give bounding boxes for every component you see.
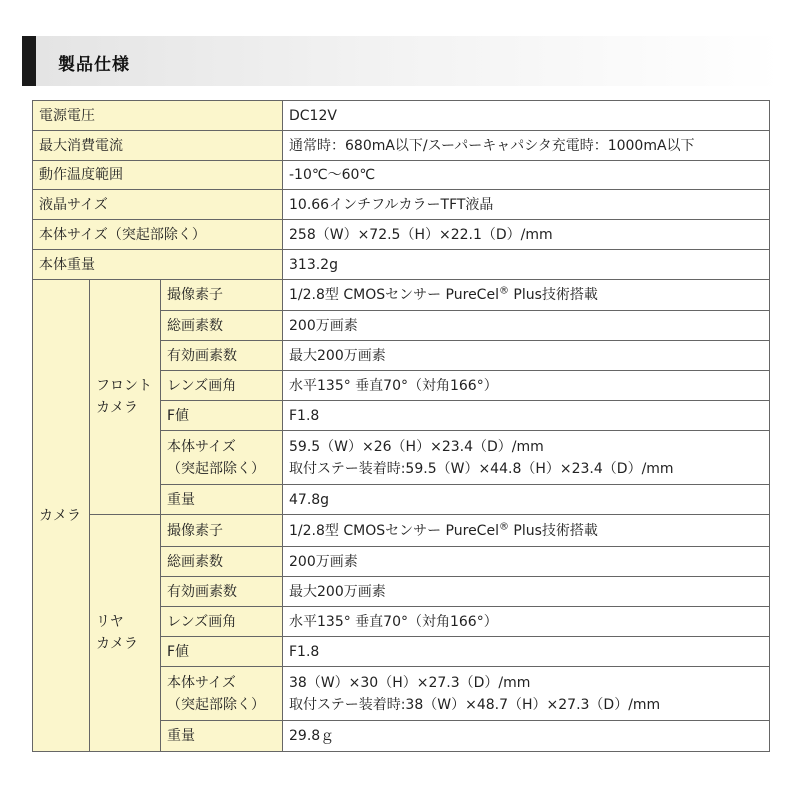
row-label-current: 最大消費電流 [33, 131, 283, 161]
rear-camera-label [90, 515, 161, 752]
rear-total-pixels-label: 総画素数 [161, 547, 283, 577]
front-sensor-prefix: 1/2.8型 CMOSセンサー PureCel [289, 287, 499, 303]
front-effective-pixels-label: 有効画素数 [161, 341, 283, 371]
rear-size-value-line1: 38（W）×30（H）×27.3（D）/mm [289, 674, 531, 691]
front-sensor-value [283, 280, 770, 311]
rear-f-number-label: F値 [161, 637, 283, 667]
rear-effective-pixels-value: 最大200万画素 [283, 577, 770, 607]
rear-total-pixels-value: 200万画素 [283, 547, 770, 577]
front-camera-label [90, 280, 161, 515]
table-row [33, 515, 770, 547]
rear-camera-label-line2: カメラ [96, 636, 138, 652]
front-effective-pixels-value: 最大200万画素 [283, 341, 770, 371]
front-f-number-value: F1.8 [283, 401, 770, 431]
row-value-lcd-size: 10.66インチフルカラーTFT液晶 [283, 190, 770, 220]
row-label-body-weight: 本体重量 [33, 250, 283, 280]
row-label-lcd-size: 液晶サイズ [33, 190, 283, 220]
rear-size-label [161, 667, 283, 721]
row-value-body-weight: 313.2g [283, 250, 770, 280]
rear-sensor-prefix: 1/2.8型 CMOSセンサー PureCel [289, 522, 499, 539]
rear-size-value-line2: 取付ステー装着時:38（W）×48.7（H）×27.3（D）/mm [289, 696, 661, 713]
table-row [33, 190, 770, 220]
table-row [33, 220, 770, 250]
table-row [33, 250, 770, 280]
section-header [22, 36, 782, 86]
row-label-temperature: 動作温度範囲 [33, 161, 283, 190]
front-size-label [161, 431, 283, 485]
row-value-body-size: 258（W）×72.5（H）×22.1（D）/mm [283, 220, 770, 250]
section-title: 製品仕様 [58, 55, 130, 75]
rear-f-number-value: F1.8 [283, 637, 770, 667]
front-camera-label-line1: フロント [96, 378, 152, 394]
rear-size-label-line2: （突起部除く） [167, 696, 265, 713]
table-row [33, 280, 770, 311]
front-f-number-label: F値 [161, 401, 283, 431]
rear-sensor-suffix: Plus技術搭載 [508, 522, 598, 539]
front-total-pixels-label: 総画素数 [161, 311, 283, 341]
front-size-value-line1: 59.5（W）×26（H）×23.4（D）/mm [289, 438, 544, 455]
rear-camera-label-line1: リヤ [96, 614, 124, 630]
camera-group-label: カメラ [33, 280, 90, 752]
row-label-body-size: 本体サイズ（突起部除く） [33, 220, 283, 250]
front-weight-label: 重量 [161, 485, 283, 515]
rear-lens-angle-label: レンズ画角 [161, 607, 283, 637]
front-camera-label-line2: カメラ [96, 400, 138, 416]
front-sensor-label: 撮像素子 [161, 280, 283, 311]
front-total-pixels-value: 200万画素 [283, 311, 770, 341]
spec-table [32, 100, 770, 752]
front-size-label-line1: 本体サイズ [167, 438, 236, 455]
rear-lens-angle-value: 水平135° 垂直70°（対角166°） [283, 607, 770, 637]
rear-effective-pixels-label: 有効画素数 [161, 577, 283, 607]
front-lens-angle-label: レンズ画角 [161, 371, 283, 401]
registered-mark: ® [498, 520, 509, 532]
table-row [33, 161, 770, 190]
row-label-voltage: 電源電圧 [33, 101, 283, 131]
table-row [33, 101, 770, 131]
front-lens-angle-value: 水平135° 垂直70°（対角166°） [283, 371, 770, 401]
rear-weight-label: 重量 [161, 721, 283, 752]
front-sensor-suffix: Plus技術搭載 [508, 287, 598, 303]
front-size-value [283, 431, 770, 485]
rear-sensor-label: 撮像素子 [161, 515, 283, 547]
rear-size-label-line1: 本体サイズ [167, 674, 236, 691]
registered-mark: ® [498, 285, 509, 297]
front-size-label-line2: （突起部除く） [167, 460, 265, 477]
row-value-temperature: -10℃～60℃ [283, 161, 770, 190]
row-value-voltage: DC12V [283, 101, 770, 131]
table-row [33, 131, 770, 161]
rear-sensor-value [283, 515, 770, 547]
front-weight-value: 47.8g [283, 485, 770, 515]
row-value-current: 通常時：680mA以下/スーパーキャパシタ充電時：1000mA以下 [283, 131, 770, 161]
rear-size-value [283, 667, 770, 721]
rear-weight-value: 29.8ｇ [283, 721, 770, 752]
front-size-value-line2: 取付ステー装着時:59.5（W）×44.8（H）×23.4（D）/mm [289, 460, 674, 477]
